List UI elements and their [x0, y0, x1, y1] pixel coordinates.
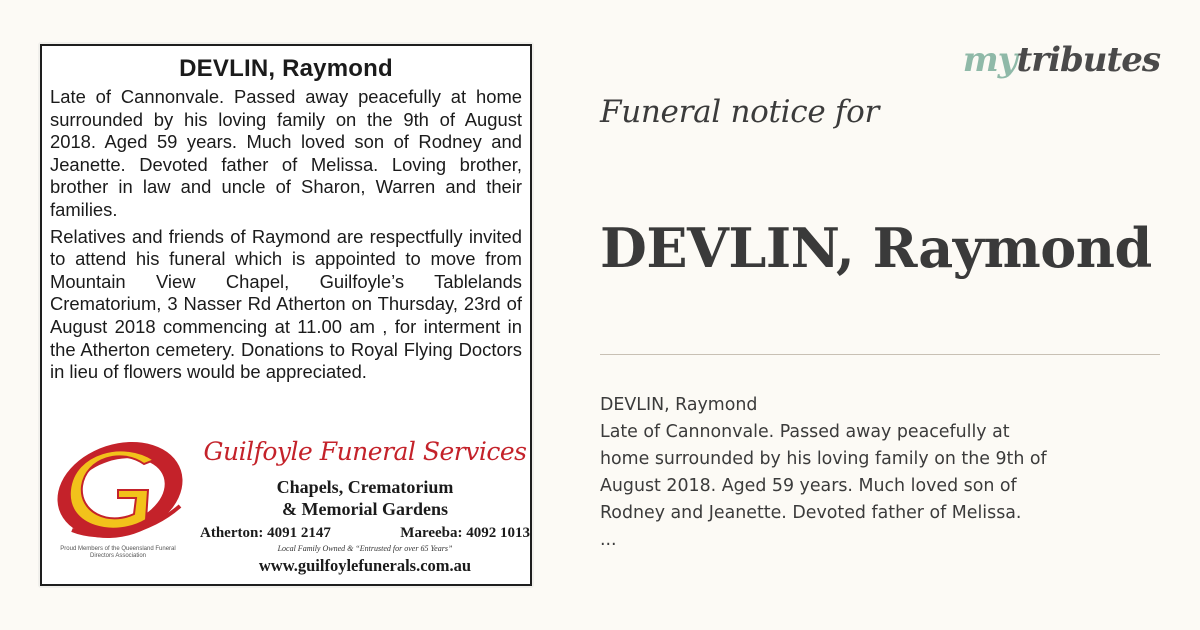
guilfoyle-g-logo-icon: [52, 434, 192, 546]
excerpt-ellipsis: ...: [600, 530, 617, 550]
ad-services-line-2: & Memorial Gardens: [282, 499, 448, 519]
ad-phone-mareeba: Mareeba: 4092 1013: [400, 525, 530, 541]
ad-website: www.guilfoylefunerals.com.au: [258, 556, 472, 575]
ad-tagline: Local Family Owned & “Entrusted for over 65 Years”: [277, 544, 453, 553]
excerpt-line: Late of Cannonvale. Passed away peacefully at: [600, 422, 1010, 442]
notice-kicker: Funeral notice for: [600, 94, 879, 130]
notice-excerpt: [600, 392, 1140, 554]
excerpt-line: Rodney and Jeanette. Devoted father of Melissa.: [600, 503, 1022, 523]
funeral-company-name: Guilfoyle Funeral Services: [203, 437, 527, 466]
brand-part-my: my: [962, 40, 1017, 80]
excerpt-line: home surrounded by his loving family on the 9th of: [600, 449, 1047, 469]
brand-part-tributes: tributes: [1016, 40, 1160, 80]
funeral-home-advertisement: [52, 428, 530, 576]
excerpt-line: August 2018. Aged 59 years. Much loved son of: [600, 476, 1017, 496]
notice-title: DEVLIN, Raymond: [179, 55, 393, 82]
ad-phone-numbers: [200, 524, 530, 542]
newspaper-notice: [40, 44, 532, 586]
ad-services-line-1: Chapels, Crematorium: [276, 477, 454, 497]
notice-paragraph-2: Relatives and friends of Raymond are respectfully invited to attend his funeral which is appointed to move from Mountain View Chapel, Guilfoyle’s Tablelands Crematorium, 3 Nasser Rd Atherton on Thursday, 23rd of August 2018 commencing at 11.00 am , for interment in the Atherton cemetery. Donations to Royal Flying Doctors in lieu of flowers would be appreciated.: [50, 225, 522, 383]
notice-paragraph-1: Late of Cannonvale. Passed away peacefully at home surrounded by his loving family on the 9th of August 2018. Aged 59 years. Much loved son of Rodney and Jeanette. Devoted father of Melissa. Loving brother, brother in law and uncle of Sharon, Warren and their families.: [50, 86, 522, 220]
mytributes-logo: [963, 38, 1160, 82]
section-divider: [600, 354, 1160, 355]
association-member-note: Proud Members of the Queensland Funeral Directors Association: [60, 546, 176, 559]
deceased-name-heading: DEVLIN, Raymond: [600, 216, 1152, 280]
ad-phone-atherton: Atherton: 4091 2147: [200, 525, 331, 541]
excerpt-line: DEVLIN, Raymond: [600, 395, 758, 415]
